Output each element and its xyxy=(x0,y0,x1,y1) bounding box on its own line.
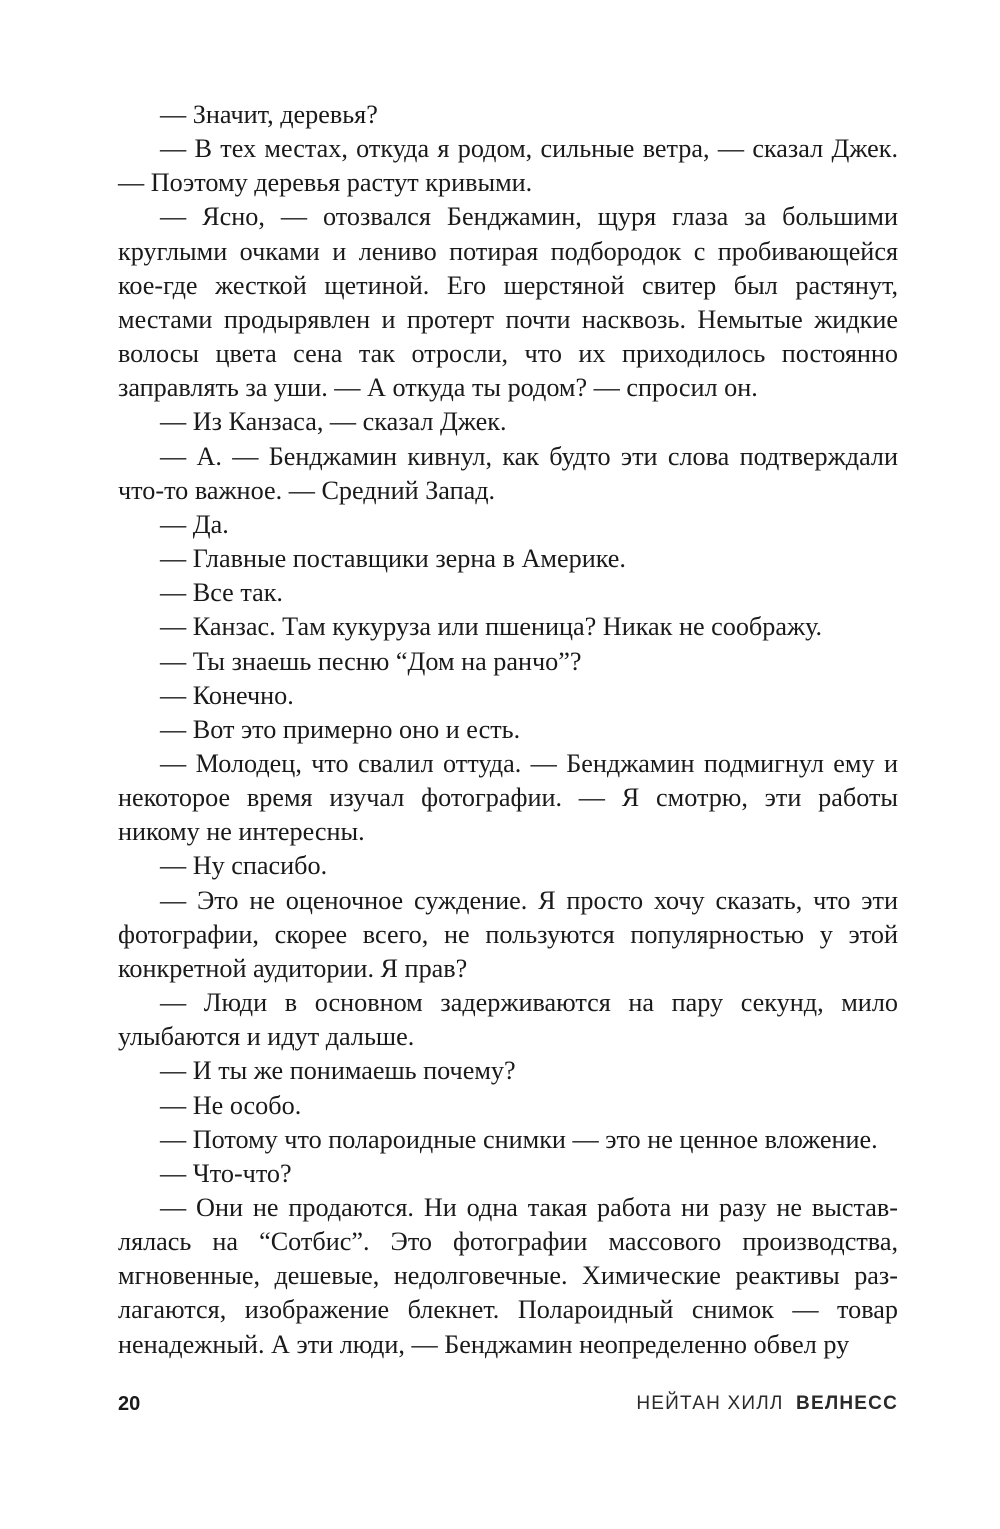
paragraph: — Это не оценочное суждение. Я просто хочу сказать, что эти фотографии, скорее всего, не пользуются популярностью у этой конкретной аудитории. Я прав? xyxy=(118,885,898,983)
paragraph: — Из Канзаса, — сказал Джек. xyxy=(160,407,507,437)
paragraph: — Люди в основном задерживаются на пару секунд, мило улыбаются и идут дальше. xyxy=(118,988,898,1052)
paragraph: — Конечно. xyxy=(160,680,294,710)
paragraph: — Не особо. xyxy=(160,1090,302,1120)
book-title: ВЕЛНЕСС xyxy=(796,1393,898,1414)
paragraph: — Потому что полароидные снимки — это не ценное вложение. xyxy=(160,1124,878,1154)
page-footer xyxy=(118,1389,898,1419)
paragraph: — Канзас. Там кукуруза или пшеница? Никак не соображу. xyxy=(160,612,823,642)
paragraph: — В тех местах, откуда я родом, сильные ветра, — сказал Джек. — Поэтому деревья растут кривыми. xyxy=(118,134,898,198)
page-body xyxy=(118,98,898,1362)
paragraph: — А. — Бенджамин кивнул, как будто эти слова подтверждали что-то важное. — Средний Запад. xyxy=(118,441,898,505)
paragraph: — Молодец, что свалил оттуда. — Бенджамин подмигнул ему и некоторое время изучал фотографии. — Я смотрю, эти работы никому не интересны. xyxy=(118,748,898,847)
author-name: НЕЙТАН ХИЛЛ xyxy=(636,1393,784,1414)
paragraph: — И ты же понимаешь почему? xyxy=(160,1056,516,1086)
paragraph: — Ну спасибо. xyxy=(160,851,328,881)
paragraph: — Все так. xyxy=(160,578,283,608)
running-head xyxy=(636,1389,898,1419)
paragraph: — Значит, деревья? xyxy=(160,100,378,129)
paragraph: — Ясно, — отозвался Бенджамин, щуря глаза за большими круглыми очками и лениво потирая подбородок с пробивающейся кое-где жесткой щетиной. Его шерстяной свитер был растянут, местами продырявлен и протерт почти насквозь. Немытые жидкие волосы цвета сена так отросли, что их приходилось постоянно заправлять за уши. — А откуда ты родом? — спросил он. xyxy=(118,202,898,403)
paragraph: — Что-что? xyxy=(160,1158,292,1188)
paragraph: — Они не продаются. Ни одна такая работа ни разу не выставлялась на “Сотбис”. Это фотографии массового производства, мгновенные, дешевые, недолговечные. Химические реактивы разлагаются, изображение блекнет. Полароидный снимок — товар ненадежный. А эти люди, — Бенджамин неопределенно обвел ру xyxy=(118,1193,898,1359)
paragraph: — Вот это примерно оно и есть. xyxy=(160,714,521,744)
page-number: 20 xyxy=(118,1393,141,1415)
paragraph: — Главные поставщики зерна в Америке. xyxy=(160,544,626,574)
paragraph: — Ты знаешь песню “Дом на ранчо”? xyxy=(160,646,582,676)
paragraph: — Да. xyxy=(160,509,229,539)
